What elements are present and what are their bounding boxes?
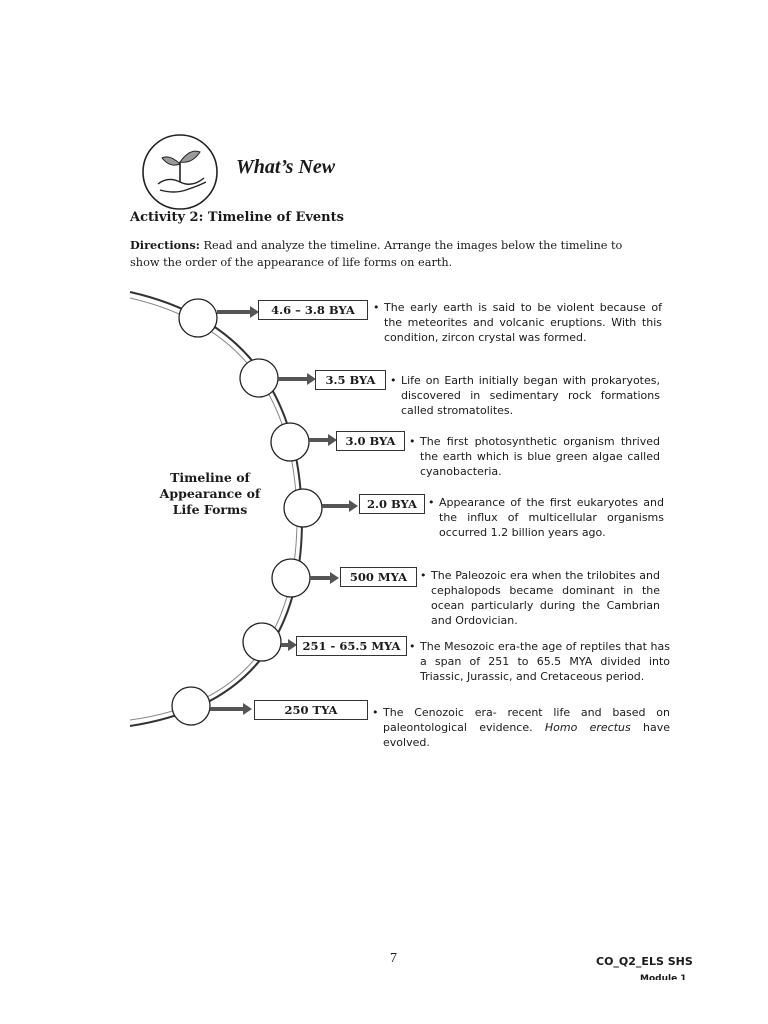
event-label-1: 4.6 – 3.8 BYA xyxy=(258,300,368,320)
event-image-slot-7 xyxy=(172,687,210,725)
caption-line-3: Life Forms xyxy=(172,502,248,517)
event-description-7: • The Cenozoic era- recent life and based on paleontological evidence. Homo erectus have evolved. xyxy=(372,706,670,749)
activity-title: Activity 2: Timeline of Events xyxy=(130,210,344,225)
event-image-slot-4 xyxy=(284,489,322,527)
event-image-slot-6 xyxy=(243,623,281,661)
footer-module-label: Module 1 xyxy=(640,974,687,980)
directions-text: Read and analyze the timeline. Arrange the images below the timeline to show the order of the appearance of life forms on earth. xyxy=(130,239,623,269)
event-label-2: 3.5 BYA xyxy=(315,370,386,390)
event-image-slot-5 xyxy=(272,559,310,597)
event-image-slot-2 xyxy=(240,359,278,397)
event-image-slot-3 xyxy=(271,423,309,461)
directions-label: Directions: xyxy=(130,238,200,252)
event-label-7: 250 TYA xyxy=(254,700,368,720)
event-description-2: • Life on Earth initially began with prokaryotes, discovered in sedimentary rock formations called stromatolites. xyxy=(390,374,660,417)
page-number: 7 xyxy=(390,951,397,966)
event-label-3: 3.0 BYA xyxy=(336,431,405,451)
event-description-3: • The first photosynthetic organism thrived the earth which is blue green algae called cyanobacteria. xyxy=(409,435,660,478)
event-description-5: • The Paleozoic era when the trilobites and cephalopods became dominant in the ocean particularly during the Cambrian and Ordovician. xyxy=(420,569,660,627)
event-label-6: 251 - 65.5 MYA xyxy=(296,636,407,656)
species-name: Homo erectus xyxy=(544,721,631,734)
event-label-5: 500 MYA xyxy=(340,567,417,587)
event-description-6: • The Mesozoic era-the age of reptiles that has a span of 251 to 65.5 MYA divided into Triassic, Jurassic, and Cretaceous period. xyxy=(409,640,670,683)
event-description-1: • The early earth is said to be violent because of the meteorites and volcanic eruptions. With this condition, zircon crystal was formed. xyxy=(373,301,662,344)
section-title: What’s New xyxy=(236,156,336,178)
caption-line-1: Timeline of xyxy=(170,470,250,485)
event-description-4: • Appearance of the first eukaryotes and the influx of multicellular organisms occurred 1.2 billion years ago. xyxy=(428,496,664,539)
footer-module-code: CO_Q2_ELS SHS xyxy=(596,955,693,968)
event-label-4: 2.0 BYA xyxy=(359,494,425,514)
timeline-caption xyxy=(150,470,270,518)
caption-line-2: Appearance of xyxy=(159,486,261,501)
event-image-slot-1 xyxy=(179,299,217,337)
